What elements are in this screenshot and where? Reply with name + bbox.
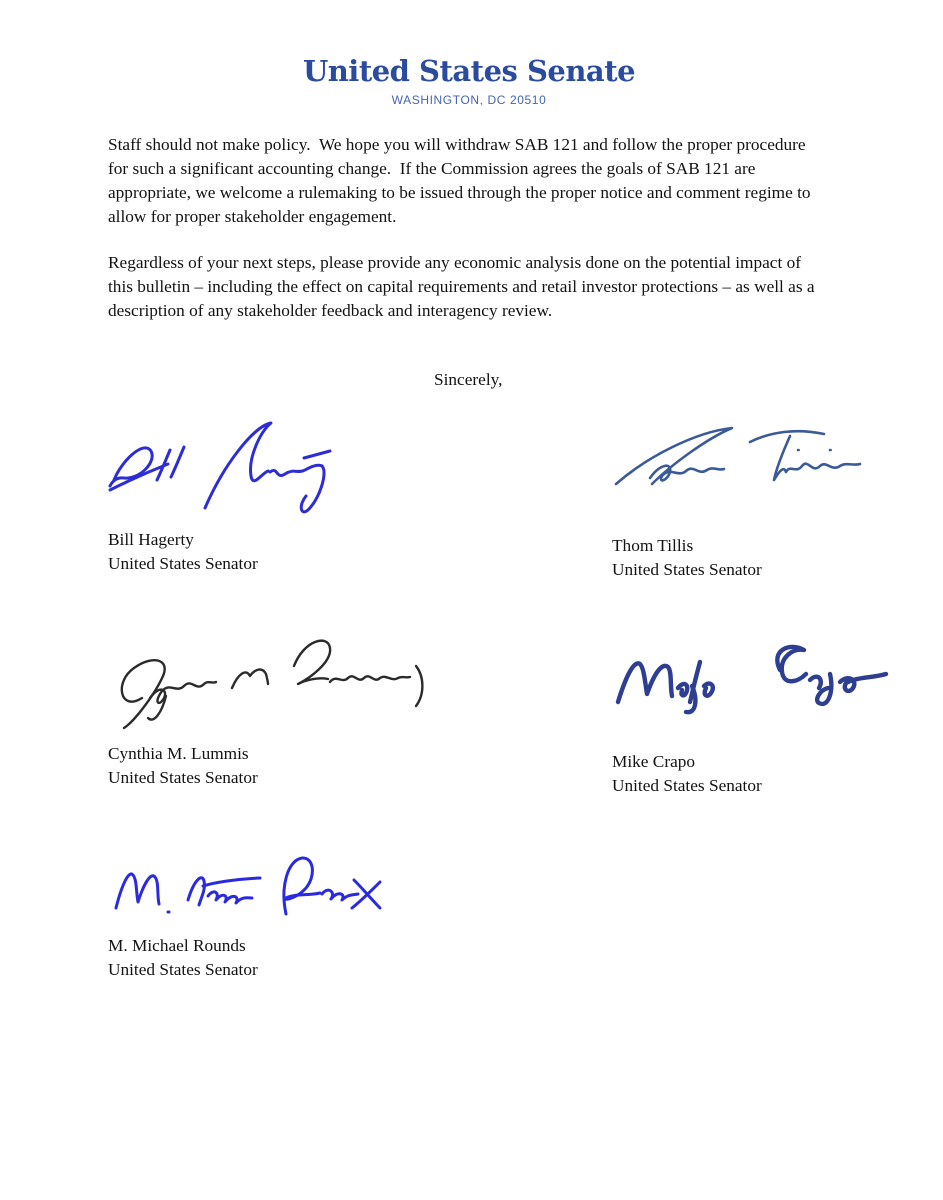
letterhead — [108, 56, 830, 107]
closing-sincerely: Sincerely, — [434, 370, 503, 389]
cynthia-lummis-signature — [108, 632, 428, 734]
signature-block-bill-hagerty — [108, 416, 612, 582]
thom-tillis-signature — [612, 422, 862, 500]
bill-hagerty-signature-ink — [108, 416, 612, 528]
signature-row-2 — [108, 632, 830, 798]
signature-section — [108, 416, 830, 982]
cynthia-lummis-signature-ink — [108, 632, 612, 742]
michael-rounds-signature — [108, 848, 388, 930]
mike-crapo-signature — [612, 640, 897, 720]
michael-rounds-signature-ink — [108, 848, 612, 934]
signature-block-cynthia-lummis — [108, 632, 612, 798]
signature-row-1 — [108, 416, 830, 582]
signer-title: United States Senator — [612, 776, 762, 795]
signer-title: United States Senator — [108, 554, 258, 573]
signer-name: M. Michael Rounds — [108, 936, 246, 955]
bill-hagerty-signature — [108, 416, 343, 516]
signer-name: Mike Crapo — [612, 752, 696, 771]
signer-name: Bill Hagerty — [108, 530, 194, 549]
letterhead-address: WASHINGTON, DC 20510 — [391, 93, 547, 107]
mike-crapo-signature-ink — [612, 632, 830, 750]
signature-row-3 — [108, 848, 830, 982]
signer-title: United States Senator — [108, 768, 258, 787]
paragraph-economic-analysis: Regardless of your next steps, please provide any economic analysis done on the potential impact of this bulletin – including the effect on capital requirements and retail investor protections – as well as a description of any stakeholder feedback and interagency review. — [108, 253, 815, 320]
signer-name: Thom Tillis — [612, 536, 694, 555]
signer-name: Cynthia M. Lummis — [108, 744, 249, 763]
senate-wordmark: United States Senate — [302, 54, 636, 88]
signature-block-thom-tillis — [612, 416, 830, 582]
signer-title: United States Senator — [108, 960, 258, 979]
signature-block-mike-crapo — [612, 632, 830, 798]
paragraph-sab121-withdraw: Staff should not make policy. We hope you will withdraw SAB 121 and follow the proper procedure for such a significant accounting change. If the Commission agrees the goals of SAB 121 are appropriate, we welcome a rulemaking to be issued through the proper notice and comment regime to allow for proper stakeholder engagement. — [108, 135, 811, 226]
thom-tillis-signature-ink — [612, 416, 830, 534]
signer-title: United States Senator — [612, 560, 762, 579]
signature-block-michael-rounds — [108, 848, 612, 982]
